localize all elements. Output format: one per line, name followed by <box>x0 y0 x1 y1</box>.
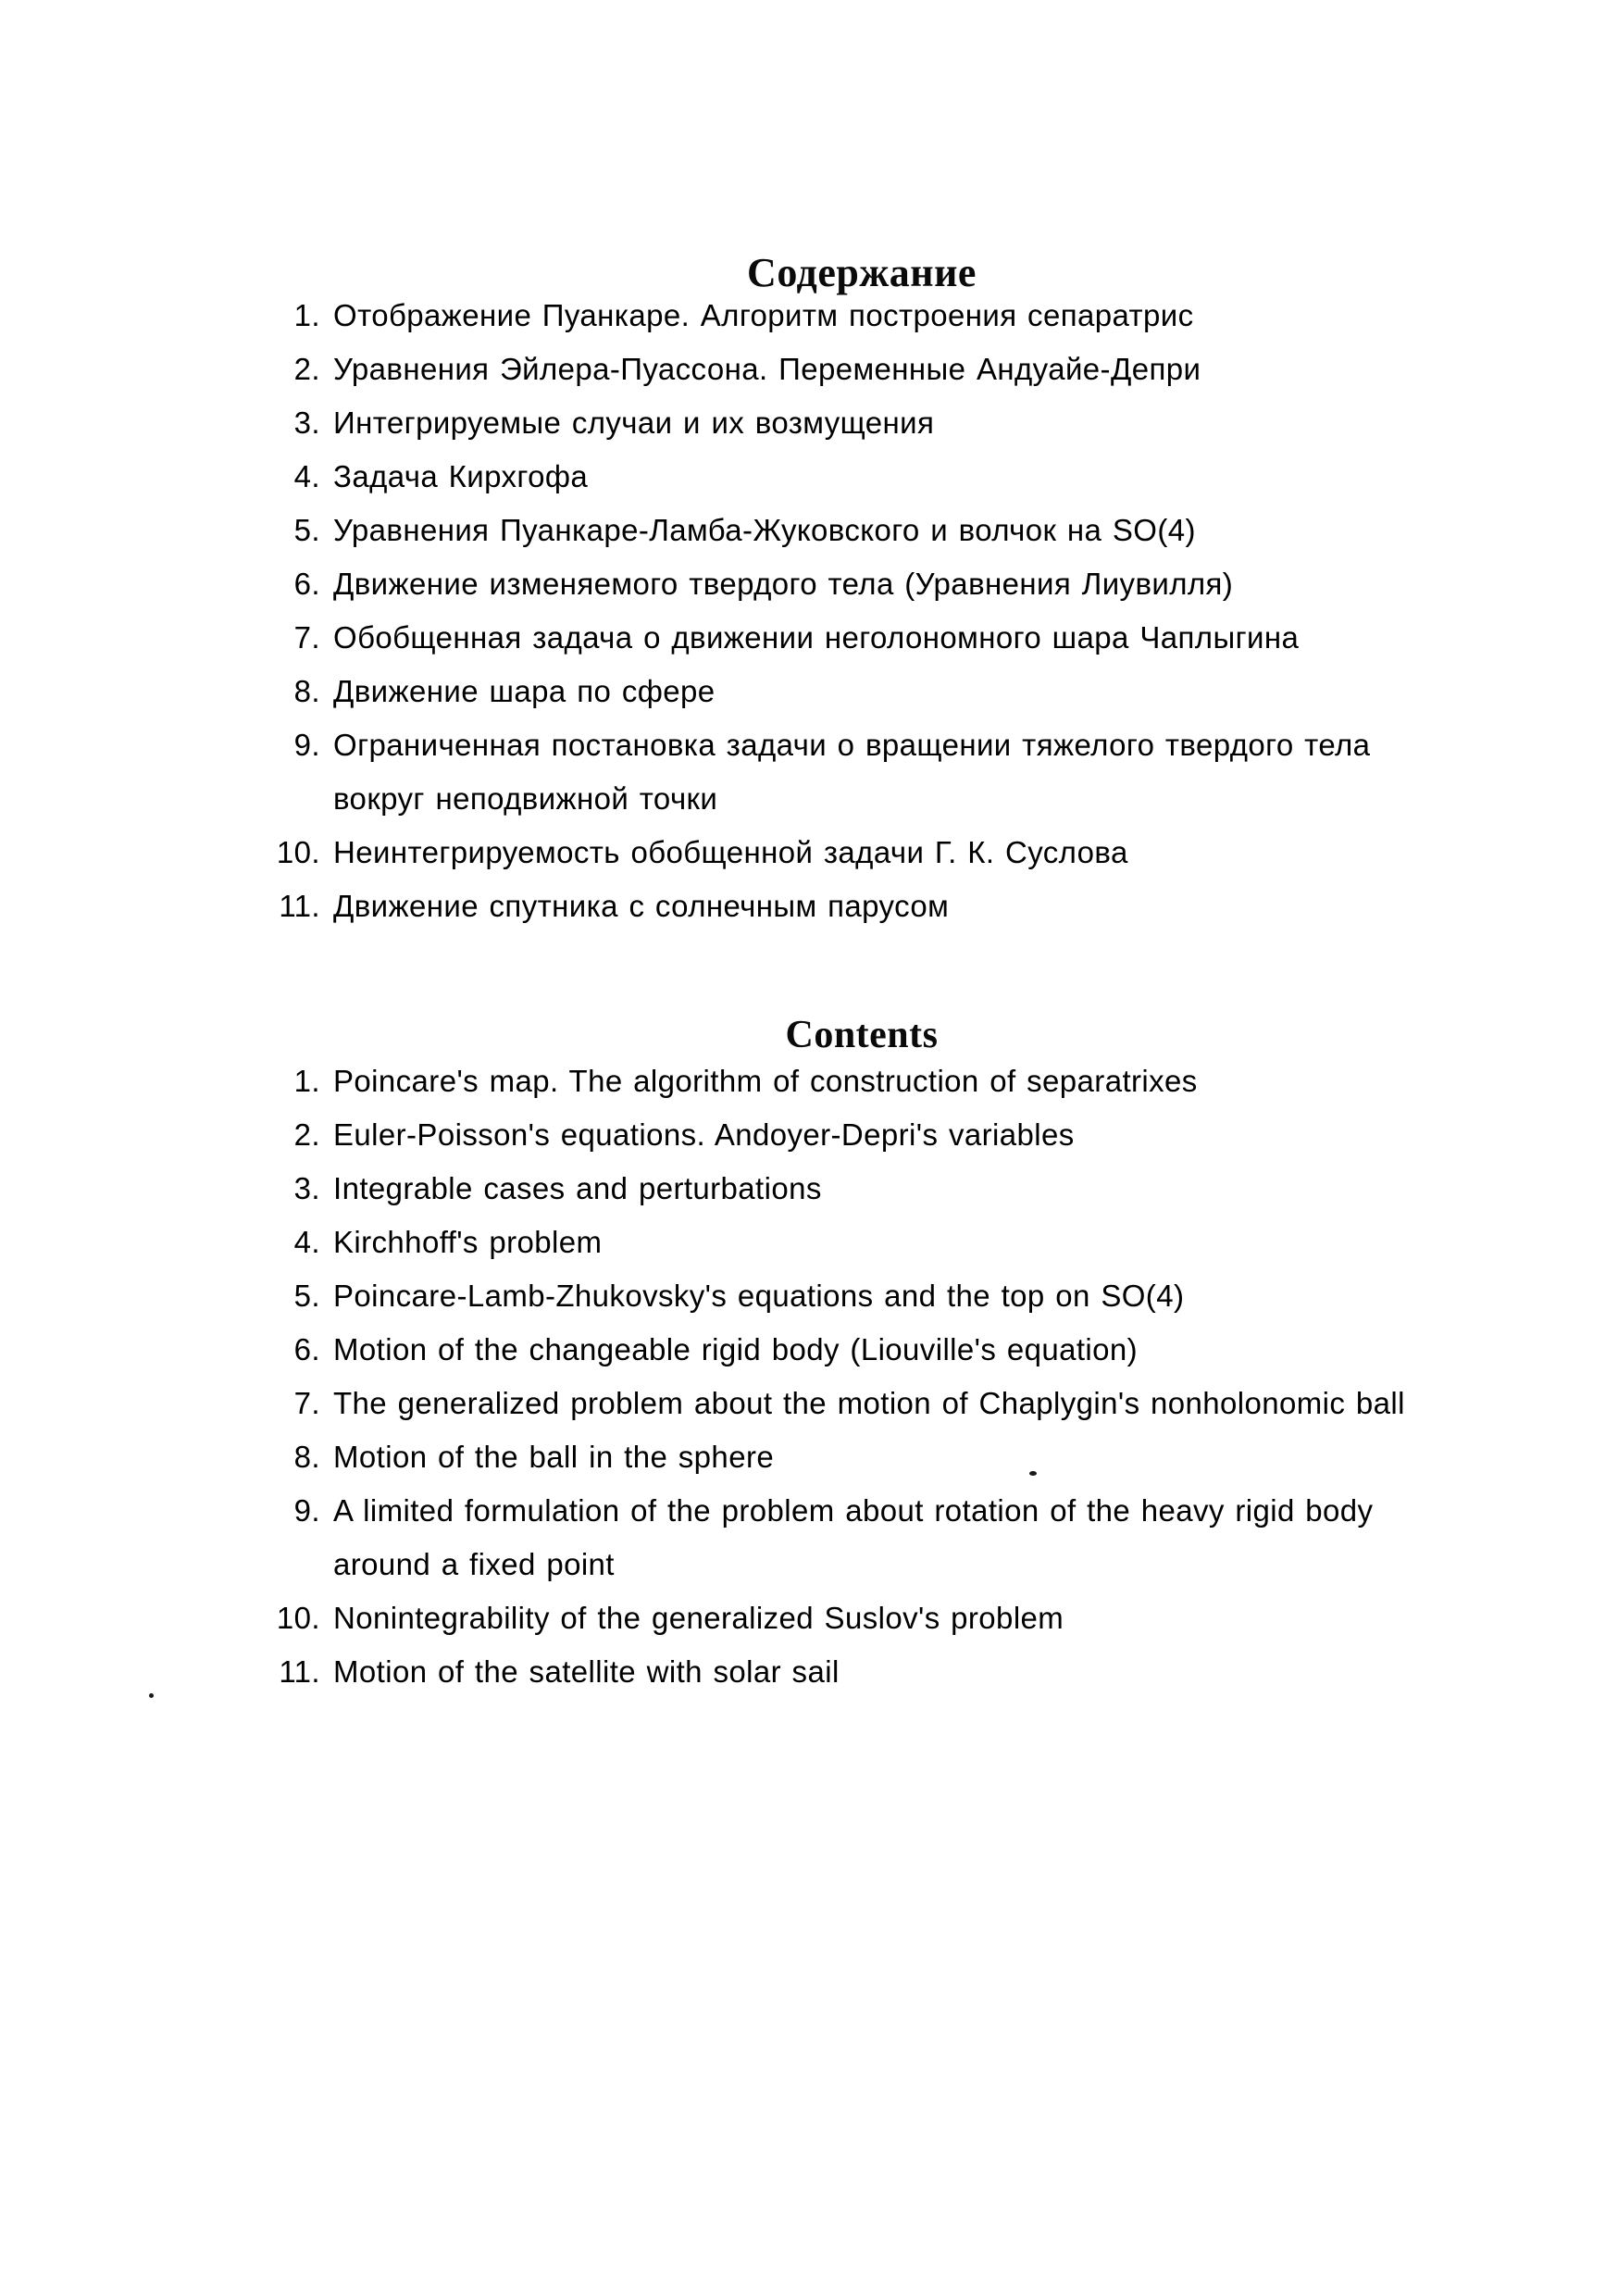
toc-item-text-continuation: вокруг неподвижной точки <box>333 781 718 816</box>
toc-english-title: Contents <box>785 1014 939 1056</box>
toc-item-text-continuation: around a fixed point <box>333 1547 615 1581</box>
toc-item-text: Motion of the changeable rigid body (Liouville's equation) <box>333 1332 1139 1366</box>
toc-item-text: Poincare-Lamb-Zhukovsky's equations and the top on SO(4) <box>333 1279 1185 1313</box>
toc-item <box>274 1484 1505 1538</box>
toc-item-number: 2. <box>293 1117 320 1152</box>
toc-russian-list <box>274 289 1505 933</box>
toc-item-number: 2. <box>293 352 320 386</box>
toc-item-text: Euler-Poisson's equations. Andoyer-Depri's variables <box>333 1117 1075 1152</box>
toc-english-list <box>274 1054 1505 1699</box>
toc-item <box>274 1377 1505 1430</box>
toc-item <box>274 718 1505 772</box>
toc-item-text: Integrable cases and perturbations <box>333 1171 822 1205</box>
scan-artifact-dot <box>149 1693 154 1698</box>
toc-item-number: 4. <box>293 1225 320 1259</box>
toc-item-text: Неинтегрируемость обобщенной задачи Г. К. Суслова <box>333 835 1128 869</box>
toc-item-text: Задача Кирхгофа <box>333 459 589 493</box>
toc-item <box>274 450 1505 504</box>
toc-item-number: 9. <box>293 728 320 762</box>
toc-item-text: Уравнения Пуанкаре-Ламба-Жуковского и волчок на SO(4) <box>333 513 1196 547</box>
toc-item-text: Kirchhoff's problem <box>333 1225 603 1259</box>
toc-item <box>274 1323 1505 1377</box>
toc-item-text: Poincare's map. The algorithm of construction of separatrixes <box>333 1064 1198 1098</box>
toc-item <box>274 1216 1505 1269</box>
toc-item-text: Уравнения Эйлера-Пуассона. Переменные Андуайе-Депри <box>333 352 1201 386</box>
toc-item-number: 7. <box>293 620 320 655</box>
toc-item <box>274 1430 1505 1484</box>
toc-item-text: Ограниченная постановка задачи о вращении тяжелого твердого тела <box>333 728 1371 762</box>
toc-item-number: 6. <box>293 1332 320 1366</box>
toc-item <box>274 504 1505 557</box>
toc-item-text: Движение спутника с солнечным парусом <box>333 889 950 923</box>
toc-item <box>274 1108 1505 1162</box>
toc-item <box>274 611 1505 665</box>
toc-item-text: The generalized problem about the motion of Chaplygin's nonholonomic ball <box>333 1386 1405 1420</box>
scan-artifact-dot <box>1029 1471 1037 1476</box>
toc-item-number: 5. <box>293 513 320 547</box>
toc-item <box>274 880 1505 933</box>
toc-item-number: 10. <box>276 1601 320 1635</box>
toc-russian-title: Содержание <box>747 250 977 295</box>
toc-item-number: 4. <box>293 459 320 493</box>
toc-item-number: 3. <box>293 1171 320 1205</box>
toc-item <box>274 826 1505 880</box>
toc-item <box>274 1591 1505 1645</box>
toc-item-text: Nonintegrability of the generalized Suslov's problem <box>333 1601 1064 1635</box>
toc-item-text: Движение шара по сфере <box>333 674 716 708</box>
toc-item-number: 5. <box>293 1279 320 1313</box>
toc-item-number: 8. <box>293 1440 320 1474</box>
toc-item-number: 8. <box>293 674 320 708</box>
toc-item <box>274 396 1505 450</box>
toc-item <box>274 557 1505 611</box>
toc-item <box>274 1162 1505 1216</box>
toc-item-number: 1. <box>293 1064 320 1098</box>
toc-item <box>274 1645 1505 1699</box>
toc-item <box>274 343 1505 396</box>
toc-item-text: Motion of the ball in the sphere <box>333 1440 775 1474</box>
toc-item-number: 1. <box>293 298 320 332</box>
toc-item <box>274 289 1505 343</box>
toc-item-number: 11. <box>279 1654 320 1689</box>
toc-item-text: Интегрируемые случаи и их возмущения <box>333 406 935 440</box>
toc-item-text: Motion of the satellite with solar sail <box>333 1654 840 1689</box>
toc-item-number: 3. <box>293 406 320 440</box>
toc-item-number: 11. <box>279 889 320 923</box>
toc-item-number: 10. <box>276 835 320 869</box>
toc-item-text: Отображение Пуанкаре. Алгоритм построения сепаратрис <box>333 298 1194 332</box>
toc-item-text: Движение изменяемого твердого тела (Уравнения Лиувилля) <box>333 567 1234 601</box>
toc-item <box>274 1054 1505 1108</box>
toc-item <box>274 665 1505 718</box>
toc-item-text: Обобщенная задача о движении неголономного шара Чаплыгина <box>333 620 1300 655</box>
toc-item-number: 9. <box>293 1493 320 1528</box>
toc-item-text: A limited formulation of the problem about rotation of the heavy rigid body <box>333 1493 1374 1528</box>
toc-item-number: 6. <box>293 567 320 601</box>
toc-item-number: 7. <box>293 1386 320 1420</box>
toc-item <box>274 1269 1505 1323</box>
